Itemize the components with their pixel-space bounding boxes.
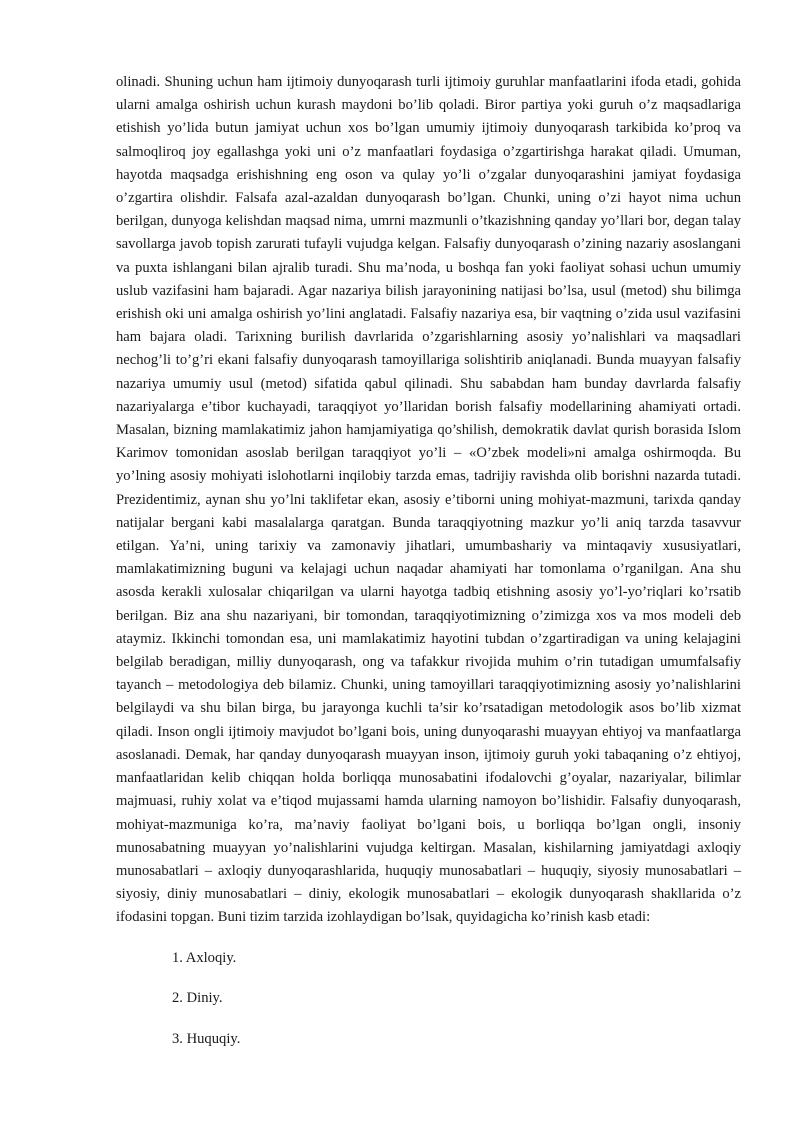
body-paragraph: olinadi. Shuning uchun ham ijtimoiy dunyoqarash turli ijtimoiy guruhlar manfaatlarini ifoda etadi, gohida ularni amalga oshirish uchun kurash maydoni bo’lib qoladi. Biror partiya yoki guruh o’z maqsadlariga etishish yo’lida butun jamiyat uchun xos bo’lgan umumiy ijtimoiy dunyoqarash tarkibida ko’proq va salmoqliroq joy egallashga yoki uni o’z manfaatlari foydasiga o’zgartirishga harakat qiladi. Umuman, hayotda maqsadga erishishning eng oson va qulay yo’li o’zgalar dunyoqarashini jamiyat foydasiga o’zgartira olishdir. Falsafa azal-azaldan dunyoqarash bo’lgan. Chunki, uning o’zi hayot nima uchun berilgan, dunyoga kelishdan maqsad nima, umrni mazmunli o’tkazishning qanday yo’llari bor, degan talay savollarga javob topish zarurati tufayli vujudga kelgan. Falsafiy dunyoqarash o’zining nazariy asoslangani va puxta ishlangani bilan ajralib turadi. Shu ma’noda, u boshqa fan yoki faoliyat sohasi uchun umumiy uslub vazifasini ham bajaradi. Agar nazariya bilish jarayonining natijasi bo’lsa, usul (metod) shu bilimga erishish oki uni amalga oshirish yo’lini anglatadi. Falsafiy nazariya esa, bir vaqtning o’zida usul vazifasini ham bajara oladi. Tarixning burilish davrlarida o’zgarishlarning asosiy yo’nalishlari va maqsadlari nechog’li to’g’ri ekani falsafiy dunyoqarash tamoyillariga solishtirib aniqlanadi. Bunda muayyan falsafiy nazariya umumiy usul (metod) sifatida qabul qilinadi. Shu sababdan ham bunday davrlarda falsafiy nazariyalarga e’tibor kuchayadi, taraqqiyot yo’llaridan borish falsafiy modellarining ahamiyati ortadi. Masalan, bizning mamlakatimiz jahon hamjamiyatiga qo’shilish, demokratik davlat qurish borasida Islom Karimov tomonidan asoslab berilgan taraqqiyot yo’li – «O’zbek modeli»ni amalga oshirmoqda. Bu yo’lning asosiy mohiyati islohotlarni inqilobiy tarzda emas, tadrijiy ravishda olib borishni nazarda tutadi. Prezidentimiz, aynan shu yo’lni taklifetar ekan, asosiy e’tiborni uning mohiyat-mazmuni, tarixda qanday natijalar bergani kabi masalalarga qaratgan. Bunda taraqqiyotning mazkur yo’li aniq tarzda tasavvur etilgan. Ya’ni, uning tarixiy va zamonaviy jihatlari, umumbashariy va mintaqaviy xususiyatlari, mamlakatimizning buguni va kelajagi uchun naqadar ahamiyati har tomonlama o’rganilgan. Ana shu asosda kerakli xulosalar chiqarilgan va ularni hayotga tadbiq etishning asosiy yo’l-yo’riqlari ko’rsatib berilgan. Biz ana shu nazariyani, bir tomondan, taraqqiyotimizning o’zimizga xos va mos modeli deb ataymiz. Ikkinchi tomondan esa, uni mamlakatimiz hayotini tubdan o’zgartiradigan va uning kelajagini belgilab beradigan, milliy dunyoqarash, ong va tafakkur rivojida muhim o’rin tutadigan umumfalsafiy tayanch – metodologiya deb bilamiz. Chunki, uning tamoyillari taraqqiyotimizning asosiy yo’nalishlarini belgilaydi va shu bilan birga, bu jarayonga kuchli ta’sir ko’rsatadigan metodologik asos bo’lib xizmat qiladi. Inson ongli ijtimoiy mavjudot bo’lgani bois, uning dunyoqarashi muayyan ehtiyoj va manfaatlarga asoslanadi. Demak, har qanday dunyoqarash muayyan inson, ijtimoiy guruh yoki tabaqaning o’z ehtiyoj, manfaatlaridan kelib chiqqan holda borliqqa munosabatini ifodalovchi g’oyalar, nazariyalar, bilimlar majmuasi, ruhiy xolat va e’tiqod mujassami hamda ularning namoyon bo’lishidir. Falsafiy dunyoqarash, mohiyat-mazmuniga ko’ra, ma’naviy faoliyat bo’lgani bois, u borliqqa bo’lgan ongli, insoniy munosabatning muayyan yo’nalishlarini vujudga keltirgan. Masalan, kishilarning jamiyatdagi axloqiy munosabatlari – axloqiy dunyoqarashlarida, huquqiy munosabatlari – huquqiy, siyosiy munosabatlari – siyosiy, diniy munosabatlari – diniy, ekologik munosabatlari – ekologik dunyoqarash shakllarida o’z ifodasini topgan. Buni tizim tarzida izohlaydigan bo’lsak, quyidagicha ko’rinish kasb etadi: bbox=[116, 74, 741, 926]
numbered-list bbox=[116, 947, 741, 1069]
list-item: 3. Huquqiy. bbox=[172, 1030, 241, 1047]
list-item: 1. Axloqiy. bbox=[172, 949, 237, 966]
list-item: 2. Diniy. bbox=[172, 990, 223, 1007]
document-page bbox=[116, 71, 741, 1068]
